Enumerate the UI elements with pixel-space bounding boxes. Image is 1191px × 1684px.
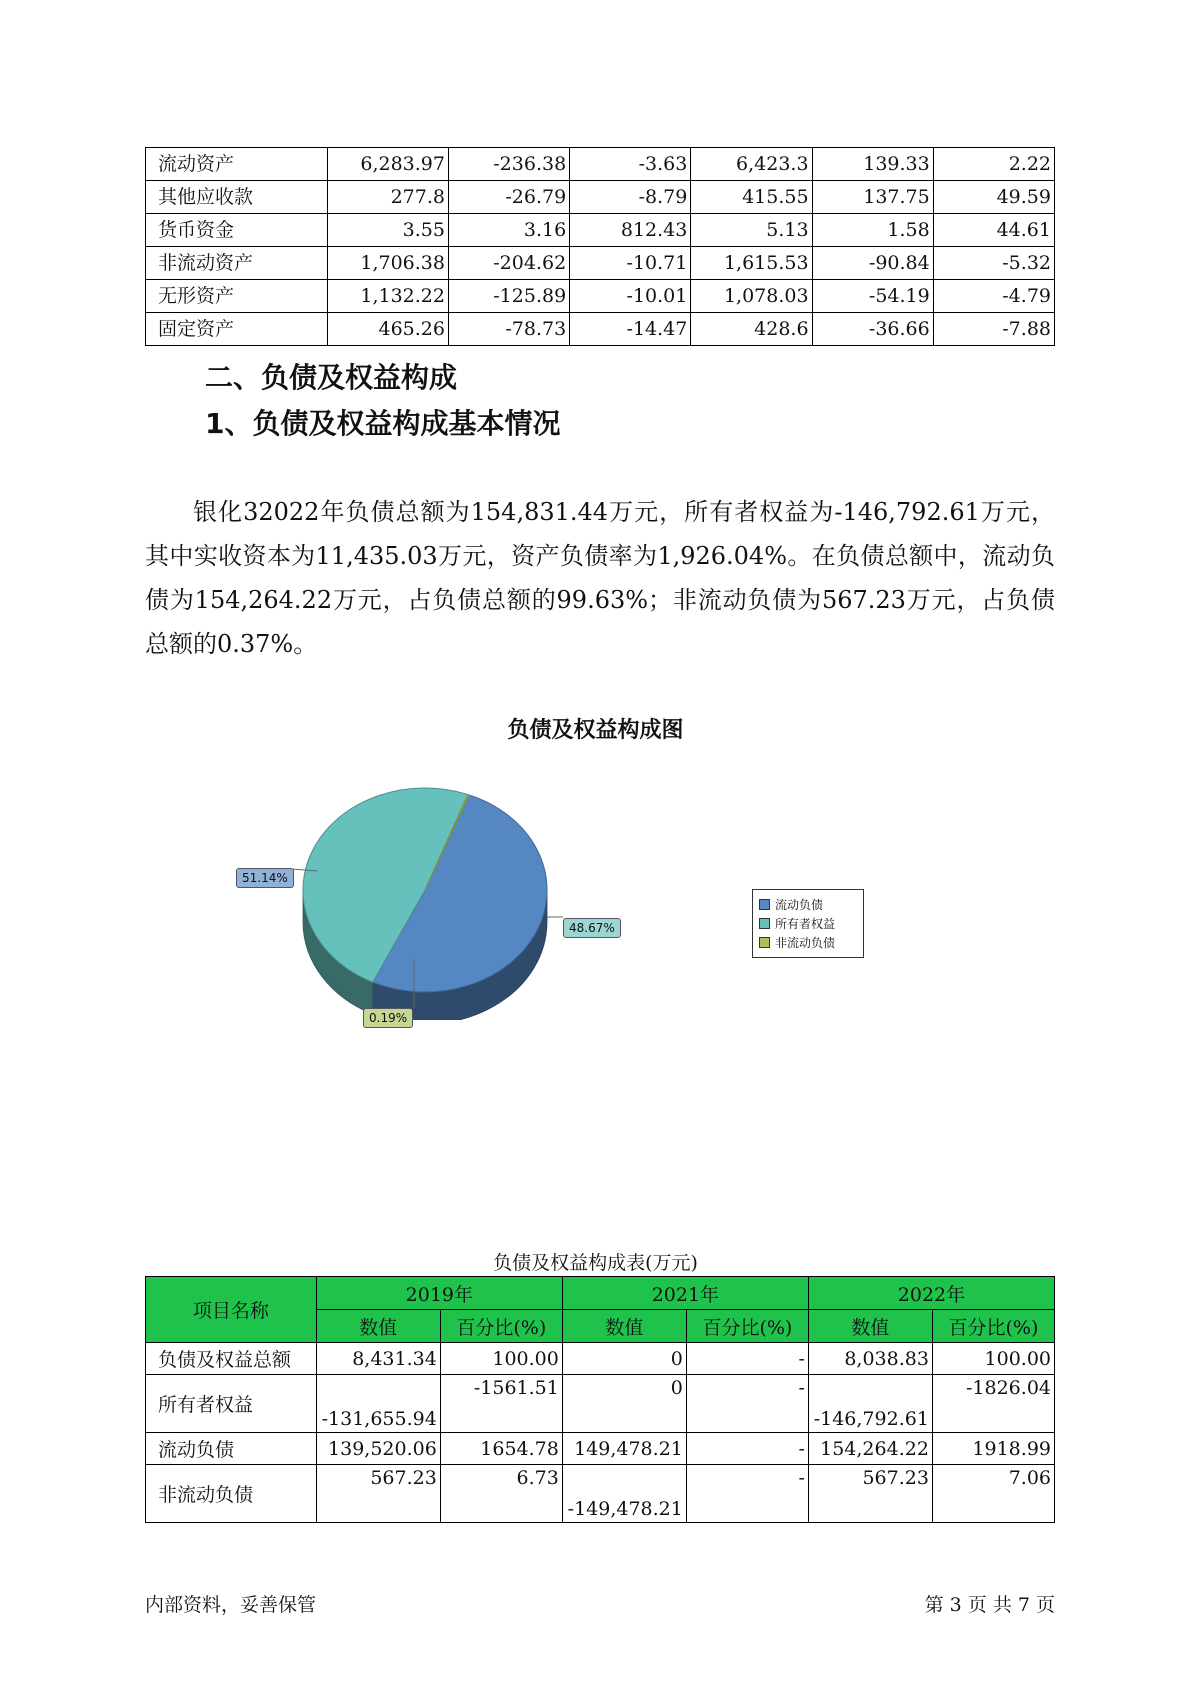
table-row [146,181,1055,214]
table-cell: 100.00 [440,1343,562,1375]
legend-swatch [759,899,770,910]
header-year-2019: 2019年 [316,1277,562,1310]
table-cell: -1561.51 [440,1375,562,1433]
liability-equity-table-body [146,1343,1055,1523]
row-label: 固定资产 [146,313,328,346]
asset-table-body [146,148,1055,346]
table-caption: 负债及权益构成表(万元) [493,1252,698,1274]
legend-swatch [759,937,770,948]
table-cell: 44.61 [933,214,1054,247]
row-label: 所有者权益 [146,1375,317,1433]
legend-label: 非流动负债 [775,936,836,950]
header-percent: 百分比(%) [686,1310,808,1343]
section-heading: 二、负债及权益构成 [205,361,458,394]
table-row [146,1343,1055,1375]
table-cell: 1,132.22 [327,280,448,313]
data-label-current-liabilities: 51.14% [236,868,294,888]
table-cell: 0 [562,1375,686,1433]
row-label: 流动负债 [146,1433,317,1465]
table-cell: 1918.99 [932,1433,1054,1465]
table-cell: 2.22 [933,148,1054,181]
header-value: 数值 [562,1310,686,1343]
table-cell: -26.79 [448,181,569,214]
table-cell: -204.62 [448,247,569,280]
table-cell: -146,792.61 [808,1375,932,1433]
asset-table [145,147,1055,346]
table-cell: -3.63 [570,148,691,181]
row-label: 其他应收款 [146,181,328,214]
sub-heading: 1、负债及权益构成基本情况 [205,407,561,440]
table-cell: -5.32 [933,247,1054,280]
table-cell: -8.79 [570,181,691,214]
table-cell: 1.58 [812,214,933,247]
table-cell: - [686,1343,808,1375]
table-cell: 1654.78 [440,1433,562,1465]
pie-chart [0,760,1191,1020]
row-label: 货币资金 [146,214,328,247]
table-cell: 8,038.83 [808,1343,932,1375]
table-cell: 428.6 [691,313,812,346]
pie-slices [303,788,547,992]
body-paragraph: 银化32022年负债总额为154,831.44万元，所有者权益为-146,792.61万元，其中实收资本为11,435.03万元，资产负债率为1,926.04%。在负债总额中，流动负债为154,264.22万元，占负债总额的99.63%；非流动负债为567.23万元，占负债总额的0.37%。 [145,498,1055,658]
row-label: 负债及权益总额 [146,1343,317,1375]
footer-page-number: 第 3 页 共 7 页 [924,1594,1055,1616]
data-label-noncurrent-liabilities: 0.19% [363,1008,413,1028]
header-value: 数值 [808,1310,932,1343]
data-label-owner-equity: 48.67% [563,918,621,938]
table-cell: -78.73 [448,313,569,346]
table-cell: -125.89 [448,280,569,313]
table-cell: 7.06 [932,1465,1054,1523]
table-row [146,214,1055,247]
table-cell: 1,078.03 [691,280,812,313]
header-percent: 百分比(%) [440,1310,562,1343]
table-cell: -10.01 [570,280,691,313]
row-label: 非流动资产 [146,247,328,280]
legend-label: 所有者权益 [775,917,836,931]
legend-item-current-liabilities [759,895,857,914]
table-cell: - [686,1465,808,1523]
table-cell: -36.66 [812,313,933,346]
table-cell: 812.43 [570,214,691,247]
header-percent: 百分比(%) [932,1310,1054,1343]
row-label: 无形资产 [146,280,328,313]
legend-item-noncurrent-liabilities [759,933,857,952]
footer-confidential: 内部资料，妥善保管 [145,1594,317,1616]
table-row [146,313,1055,346]
header-item-name: 项目名称 [146,1277,317,1343]
liability-equity-table [145,1276,1055,1523]
table-cell: -90.84 [812,247,933,280]
header-value: 数值 [316,1310,440,1343]
legend-label: 流动负债 [775,898,824,912]
table-cell: - [686,1375,808,1433]
row-label: 非流动负债 [146,1465,317,1523]
table-cell: 6.73 [440,1465,562,1523]
table-cell: 6,423.3 [691,148,812,181]
table-cell: 154,264.22 [808,1433,932,1465]
table-cell: 3.55 [327,214,448,247]
chart-title: 负债及权益构成图 [507,718,684,743]
legend-swatch [759,918,770,929]
table-cell: 8,431.34 [316,1343,440,1375]
table-cell: 465.26 [327,313,448,346]
table-cell: 3.16 [448,214,569,247]
table-row [146,247,1055,280]
table-row [146,1465,1055,1523]
table-cell: 415.55 [691,181,812,214]
table-row [146,1375,1055,1433]
table-cell: -236.38 [448,148,569,181]
table-cell: 100.00 [932,1343,1054,1375]
table-cell: 277.8 [327,181,448,214]
table-cell: - [686,1433,808,1465]
table-cell: 139,520.06 [316,1433,440,1465]
table-cell: -131,655.94 [316,1375,440,1433]
table-cell: 149,478.21 [562,1433,686,1465]
table-cell: -1826.04 [932,1375,1054,1433]
chart-legend [752,889,864,958]
table-cell: 567.23 [808,1465,932,1523]
table-cell: 137.75 [812,181,933,214]
table-cell: 5.13 [691,214,812,247]
table-cell: 49.59 [933,181,1054,214]
table-row [146,1433,1055,1465]
table-cell: -14.47 [570,313,691,346]
table-cell: -54.19 [812,280,933,313]
table-cell: 567.23 [316,1465,440,1523]
header-year-2022: 2022年 [808,1277,1054,1310]
row-label: 流动资产 [146,148,328,181]
table-row [146,280,1055,313]
legend-item-owner-equity [759,914,857,933]
table-cell: -10.71 [570,247,691,280]
table-cell: 6,283.97 [327,148,448,181]
table-cell: 139.33 [812,148,933,181]
table-cell: -149,478.21 [562,1465,686,1523]
table-cell: 1,615.53 [691,247,812,280]
table-cell: -4.79 [933,280,1054,313]
table-cell: -7.88 [933,313,1054,346]
table-row [146,148,1055,181]
table-cell: 1,706.38 [327,247,448,280]
table-cell: 0 [562,1343,686,1375]
header-year-2021: 2021年 [562,1277,808,1310]
